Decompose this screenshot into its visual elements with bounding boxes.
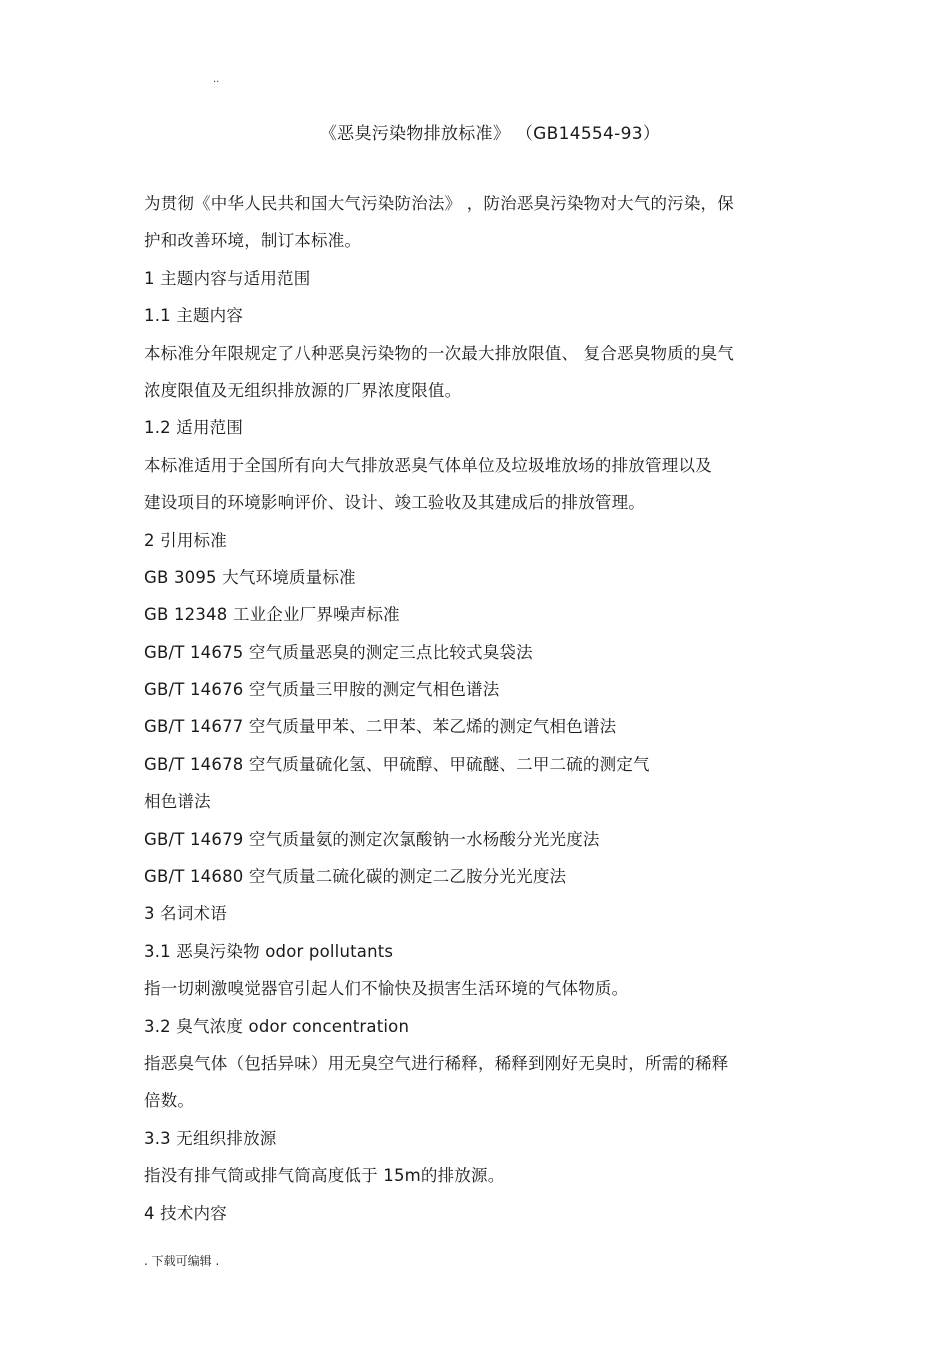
paragraph-line: 浓度限值及无组织排放源的厂界浓度限值。 [144,380,462,400]
reference-standard: GB/T 14675 空气质量恶臭的测定三点比较式臭袋法 [144,642,533,662]
section-heading: 2 引用标准 [144,530,227,550]
reference-standard: GB 3095 大气环境质量标准 [144,567,356,587]
paragraph-line: 指没有排气筒或排气筒高度低于 15m的排放源。 [144,1166,505,1186]
subsection-heading: 3.1 恶臭污染物 odor pollutants [144,941,394,961]
document-title: 《恶臭污染物排放标准》 （GB14554-93） [319,124,661,144]
paragraph-line: 护和改善环境，制订本标准。 [144,231,362,251]
subsection-heading: 3.2 臭气浓度 odor concentration [144,1016,410,1036]
reference-standard: GB/T 14679 空气质量氨的测定次氯酸钠一水杨酸分光光度法 [144,829,600,849]
paragraph-line: 为贯彻《中华人民共和国大气污染防治法》 ，防治恶臭污染物对大气的污染，保 [144,194,734,213]
page-footer: . 下载可编辑 . [144,1254,220,1268]
reference-standard: GB 12348 工业企业厂界噪声标准 [144,605,400,625]
reference-standard: GB/T 14676 空气质量三甲胺的测定气相色谱法 [144,680,500,700]
subsection-heading: 1.1 主题内容 [144,306,244,326]
section-heading: 4 技术内容 [144,1203,227,1223]
header-mark: .. [213,74,220,85]
paragraph-line: 本标准分年限规定了八种恶臭污染物的一次最大排放限值、 复合恶臭物质的臭气 [144,343,734,363]
reference-standard: GB/T 14680 空气质量二硫化碳的测定二乙胺分光光度法 [144,867,567,887]
paragraph-line: 倍数。 [144,1091,195,1111]
document-body [144,185,814,1232]
paragraph-line: 本标准适用于全国所有向大气排放恶臭气体单位及垃圾堆放场的排放管理以及 [144,455,712,475]
paragraph-line: 建设项目的环境影响评价、设计、竣工验收及其建成后的排放管理。 [144,493,645,513]
subsection-heading: 3.3 无组织排放源 [144,1128,277,1148]
reference-standard: GB/T 14677 空气质量甲苯、二甲苯、苯乙烯的测定气相色谱法 [144,717,617,737]
paragraph-line: 指恶臭气体（包括异味）用无臭空气进行稀释，稀释到刚好无臭时，所需的稀释 [144,1053,729,1073]
section-heading: 3 名词术语 [144,904,227,924]
paragraph-line: 指一切刺激嗅觉器官引起人们不愉快及损害生活环境的气体物质。 [144,979,629,999]
reference-standard: 相色谱法 [144,792,211,812]
section-heading: 1 主题内容与适用范围 [144,268,311,288]
subsection-heading: 1.2 适用范围 [144,418,244,438]
reference-standard: GB/T 14678 空气质量硫化氢、甲硫醇、甲硫醚、二甲二硫的测定气 [144,754,650,774]
